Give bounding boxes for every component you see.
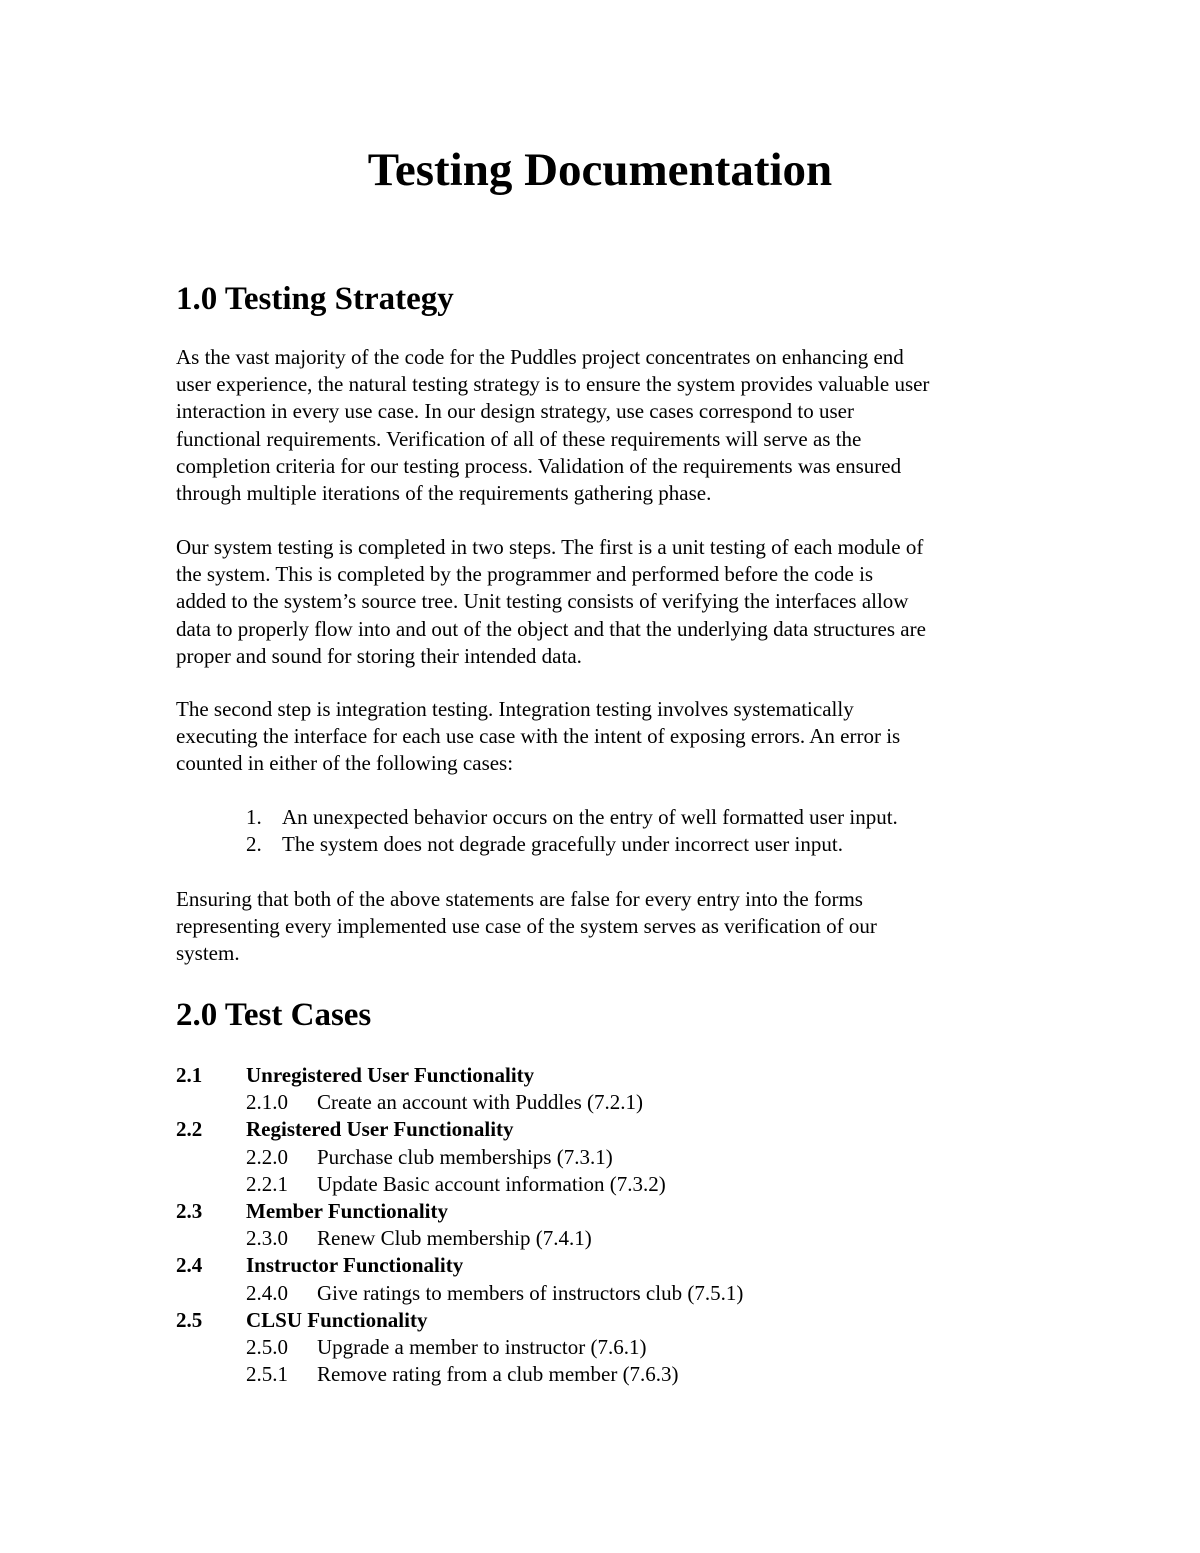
list-item-number: 2. [246, 832, 262, 857]
test-case-text: Renew Club membership (7.4.1) [317, 1226, 592, 1251]
paragraph-line: user experience, the natural testing strategy is to ensure the system provides valuable user [176, 372, 930, 397]
test-group-heading [176, 1198, 1076, 1225]
test-case-text: Remove rating from a club member (7.6.3) [317, 1362, 679, 1387]
test-case-text: Create an account with Puddles (7.2.1) [317, 1090, 643, 1115]
section-heading-test-cases: 2.0 Test Cases [176, 997, 372, 1033]
test-case-item [176, 1171, 1076, 1198]
section-heading-testing-strategy: 1.0 Testing Strategy [176, 281, 454, 317]
test-group-number: 2.4 [176, 1253, 203, 1278]
test-group-heading [176, 1252, 1076, 1279]
paragraph-line: functional requirements. Verification of all of these requirements will serve as the [176, 426, 862, 451]
paragraph-line: The second step is integration testing. Integration testing involves systematically [176, 697, 854, 721]
test-case-number: 2.5.0 [246, 1334, 288, 1359]
error-cases-list [246, 804, 898, 858]
test-case-item [176, 1334, 1076, 1361]
test-group-number: 2.1 [176, 1063, 203, 1087]
test-case-text: Upgrade a member to instructor (7.6.1) [317, 1334, 647, 1359]
document-title: Testing Documentation [367, 144, 833, 196]
paragraph-line: Our system testing is completed in two steps. The first is a unit testing of each module of [176, 535, 924, 559]
test-case-number: 2.5.1 [246, 1362, 288, 1387]
paragraph-intro [176, 344, 1056, 507]
test-case-item [176, 1089, 1076, 1116]
list-item-number: 1. [246, 805, 262, 829]
list-item-text: An unexpected behavior occurs on the entry of well formatted user input. [282, 805, 898, 829]
test-group-title: Instructor Functionality [246, 1253, 464, 1278]
paragraph-line: data to properly flow into and out of the object and that the underlying data structures are [176, 616, 926, 641]
test-group-title: Registered User Functionality [246, 1117, 514, 1142]
test-group-title: Unregistered User Functionality [246, 1063, 535, 1087]
test-group-number: 2.5 [176, 1307, 203, 1332]
test-cases-outline [176, 1062, 1076, 1388]
test-case-number: 2.3.0 [246, 1226, 288, 1251]
paragraph-line: representing every implemented use case of the system serves as verification of our [176, 914, 877, 939]
test-group-title: Member Functionality [246, 1198, 449, 1223]
paragraph-line: As the vast majority of the code for the Puddles project concentrates on enhancing end [176, 345, 904, 369]
test-group-number: 2.2 [176, 1117, 203, 1142]
test-group-heading [176, 1062, 1076, 1089]
paragraph-line: completion criteria for our testing process. Validation of the requirements was ensured [176, 453, 902, 478]
test-case-item [176, 1280, 1076, 1307]
paragraph-closing [176, 886, 1056, 968]
test-case-text: Update Basic account information (7.3.2) [317, 1171, 666, 1196]
paragraph-system-testing [176, 534, 1056, 670]
test-case-text: Purchase club memberships (7.3.1) [317, 1144, 613, 1169]
test-case-number: 2.4.0 [246, 1280, 288, 1305]
test-case-number: 2.2.0 [246, 1144, 288, 1169]
paragraph-integration-testing [176, 696, 1056, 778]
paragraph-line: added to the system’s source tree. Unit testing consists of verifying the interfaces allow [176, 589, 909, 614]
paragraph-line: interaction in every use case. In our design strategy, use cases correspond to user [176, 399, 854, 424]
test-case-item [176, 1225, 1076, 1252]
test-group-heading [176, 1307, 1076, 1334]
test-group-heading [176, 1116, 1076, 1143]
paragraph-line: executing the interface for each use case with the intent of exposing errors. An error is [176, 724, 901, 749]
list-item-text: The system does not degrade gracefully under incorrect user input. [282, 832, 843, 857]
test-group-number: 2.3 [176, 1198, 203, 1223]
test-case-text: Give ratings to members of instructors club (7.5.1) [317, 1280, 744, 1305]
paragraph-line: through multiple iterations of the requirements gathering phase. [176, 481, 712, 506]
paragraph-line: proper and sound for storing their intended data. [176, 643, 582, 668]
test-group-title: CLSU Functionality [246, 1307, 428, 1332]
test-case-number: 2.1.0 [246, 1090, 288, 1115]
paragraph-line: system. [176, 941, 240, 966]
list-item [246, 831, 898, 858]
paragraph-line: Ensuring that both of the above statements are false for every entry into the forms [176, 887, 863, 911]
test-case-number: 2.2.1 [246, 1171, 288, 1196]
paragraph-line: the system. This is completed by the programmer and performed before the code is [176, 562, 874, 587]
test-case-item [176, 1361, 1076, 1388]
paragraph-line: counted in either of the following cases: [176, 751, 514, 776]
list-item [246, 804, 898, 831]
test-case-item [176, 1144, 1076, 1171]
